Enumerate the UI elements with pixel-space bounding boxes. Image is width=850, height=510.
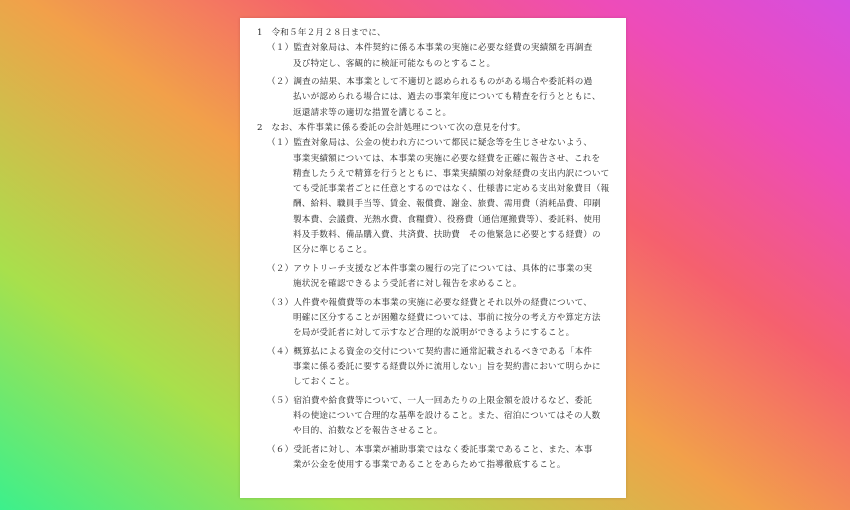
item-1-2-line-1: （２）調査の結果、本事業として不適切と認められるものがある場合や委託料の過 [267, 77, 593, 88]
item-2-2-line-1: （２）アウトリーチ支援など本件事業の履行の完了については、具体的に事業の実 [267, 263, 593, 274]
item-2-5-line-2: 料の使途について合理的な基準を設けること。また、宿泊についてはその人数 [293, 411, 601, 422]
item-2-3-line-3: を局が受託者に対して示すなど合理的な説明ができるようにすること。 [293, 328, 575, 339]
item-1-1-line-2: 及び特定し、客観的に検証可能なものとすること。 [293, 58, 496, 69]
item-2-1-line-7: 料及手数料、備品購入費、共済費、扶助費 その他緊急に必要とする経費）の [293, 230, 601, 241]
item-2-6-line-1: （６）受託者に対し、本事業が補助事業ではなく委託事業であること、また、本事 [267, 444, 593, 455]
item-1-2-line-2: 払いが認められる場合には、過去の事業年度についても精査を行うとともに、 [293, 92, 601, 103]
item-2-4-line-1: （４）概算払による資金の交付について契約書に通常記載されるべきである「本件 [267, 346, 593, 357]
document-body [257, 26, 610, 473]
section-1-heading: 1 令和５年２月２８日までに、 [257, 28, 386, 38]
item-2-4-line-2: 事業に係る委託に要する経費以外に流用しない」旨を契約書において明らかに [293, 361, 601, 372]
item-1-2-line-3: 返還請求等の適切な措置を講じること。 [293, 107, 452, 118]
item-2-4-line-3: しておくこと。 [293, 377, 355, 388]
item-2-1-line-1: （１）監査対象局は、公金の使われ方について都民に疑念等を生じさせないよう、 [267, 138, 593, 149]
item-2-1-line-3: 精査したうえで精算を行うとともに、事業実績額の対象経費の支出内訳について [293, 168, 610, 179]
item-2-1-line-8: 区分に準じること。 [293, 245, 373, 256]
item-2-1-line-6: 製本費、会議費、光熱水費、食糧費）、役務費（通信運搬費等）、委託料、使用 [293, 214, 601, 225]
item-2-1-line-5: 酬、給料、職員手当等、賃金、報償費、謝金、旅費、需用費（消耗品費、印刷 [293, 199, 601, 210]
item-2-1-line-2: 事業実績額については、本事業の実施に必要な経費を正確に報告させ、これを [293, 153, 601, 164]
item-2-1-line-4: ても受託事業者ごとに任意とするのではなく、仕様書に定める支出対象費目（報 [293, 184, 610, 195]
section-2-heading: 2 なお、本件事業に係る委託の会計処理について次の意見を付す。 [257, 122, 526, 133]
item-1-1-line-1: （１）監査対象局は、本件契約に係る本事業の実施に必要な経費の実績額を再調査 [267, 43, 593, 54]
item-2-3-line-2: 明確に区分することが困難な経費については、事前に按分の考え方や算定方法 [293, 312, 601, 323]
document-page [240, 18, 626, 498]
item-2-5-line-1: （５）宿泊費や給食費等について、一人一回あたりの上限金額を設けるなど、委託 [267, 395, 593, 406]
item-2-2-line-2: 施状況を確認できるよう受託者に対し報告を求めること。 [293, 279, 522, 290]
item-2-3-line-1: （３）人件費や報償費等の本事業の実施に必要な経費とそれ以外の経費について、 [267, 297, 593, 308]
item-2-5-line-3: や目的、泊数などを報告させること。 [293, 426, 443, 437]
item-2-6-line-2: 業が公金を使用する事業であることをあらためて指導徹底すること。 [293, 460, 566, 471]
